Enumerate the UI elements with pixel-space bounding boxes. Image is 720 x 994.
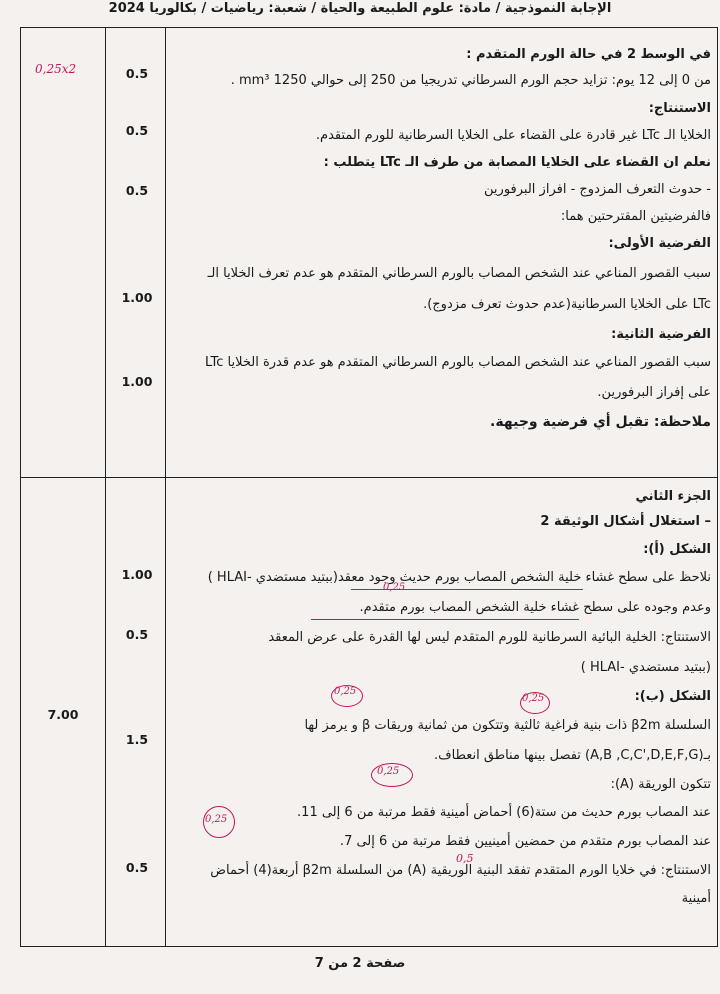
text-line: تتكون الوريقة (A): (610, 777, 711, 792)
page-header: الإجابة النموذجية / مادة: علوم الطبيعة والحياة / شعبة: رياضيات / بكالوريا 2024 (108, 1, 612, 16)
text-line: (ببتيد مستضدي -HLAI ) (580, 660, 711, 675)
pen-underline (351, 589, 583, 590)
pen-annotation: 0,25 (522, 693, 545, 704)
text-line: الشكل (ب): (634, 689, 711, 704)
text-line: فالفرضيتين المقترحتين هما: (560, 209, 711, 224)
text-line: الخلايا الـ LTc غير قادرة على القضاء على الخلايا السرطانية للورم المتقدم. (315, 128, 711, 143)
score-cell: 0.5 (125, 627, 149, 642)
text-line: الشكل (أ): (643, 542, 711, 557)
pen-annotation: 0,25x2 (35, 62, 77, 76)
text-line: السلسلة β2m ذات بنية فراغية ثالثية وتتكون من ثمانية وريقات β و يرمز لها (304, 718, 711, 733)
text-line: أمينية (681, 891, 711, 906)
text-line: بـ(A,B ,C,C',D,E,F,G) تفصل بينها مناطق انعطاف. (434, 748, 711, 763)
pen-annotation: 0,25 (377, 766, 400, 777)
text-line: الاستنتاج: الخلية البائية السرطانية للورم المتقدم ليس لها القدرة على عرض المعقد (268, 630, 711, 645)
text-line: سبب القصور المناعي عند الشخص المصاب بالورم السرطاني المتقدم هو عدم قدرة الخلايا LTc (205, 355, 711, 370)
pen-annotation: 0,25 (205, 814, 228, 825)
score-cell: 0.5 (125, 123, 149, 138)
text-line: في الوسط 2 في حالة الورم المتقدم : (466, 47, 711, 62)
text-line: الاستنتاج: في خلايا الورم المتقدم تفقد البنية الوريقية (A) من السلسلة β2m أربعة(4) أحماض (210, 863, 711, 878)
score-cell: 1.00 (121, 567, 153, 582)
score-cell: 0.5 (125, 66, 149, 81)
score-cell: 1.5 (125, 732, 149, 747)
text-line: عند المصاب بورم حديث من ستة(6) أحماض أمينية فقط مرتبة من 6 إلى 11. (297, 805, 711, 820)
text-line: الجزء الثاني (635, 489, 711, 504)
score-cell: 1.00 (121, 290, 153, 305)
pen-underline (311, 619, 579, 620)
text-line: نلاحظ على سطح غشاء خلية الشخص المصاب بورم حديث وجود معقد(ببتيد مستضدي -HLAI ) (207, 570, 711, 585)
row-divider (21, 477, 717, 478)
pen-annotation: 0,5 (456, 852, 474, 865)
text-line: سبب القصور المناعي عند الشخص المصاب بالورم السرطاني المتقدم هو عدم تعرف الخلايا الـ (207, 266, 711, 281)
total-cell: 7.00 (47, 707, 79, 722)
text-line: وعدم وجوده على سطح غشاء خلية الشخص المصاب بورم متقدم. (359, 600, 711, 615)
answer-table (20, 27, 718, 947)
text-line: على إفراز البرفورين. (597, 385, 711, 400)
text-line: – استغلال أشكال الوثيقة 2 (540, 514, 711, 529)
text-line: نعلم ان القضاء على الخلايا المصابة من طرف الـ LTc يتطلب : (323, 155, 711, 170)
text-line: - حدوث التعرف المزدوج - افراز البرفورين (484, 182, 711, 197)
text-line: من 0 إلى 12 يوم: تزايد حجم الورم السرطاني تدريجيا من 250 إلى حوالي mm³ 1250 . (230, 73, 711, 88)
column-divider-total (105, 28, 106, 946)
column-divider-score (165, 28, 166, 946)
text-line: LTc على الخلايا السرطانية(عدم حدوث تعرف مزدوج). (423, 297, 711, 312)
text-line: الفرضية الثانية: (611, 327, 711, 342)
score-cell: 0.5 (125, 860, 149, 875)
pen-annotation: 0,25 (334, 686, 357, 697)
note-line: ملاحظة: تقبل أي فرضية وجيهة. (490, 414, 711, 430)
text-line: الاستنتاج: (648, 101, 711, 116)
pen-annotation: 0,25 (383, 582, 406, 593)
text-line: الفرضية الأولى: (608, 236, 711, 251)
score-cell: 1.00 (121, 374, 153, 389)
text-line: عند المصاب بورم متقدم من حمضين أمينيين فقط مرتبة من 6 إلى 7. (339, 834, 711, 849)
page-footer: صفحة 2 من 7 (314, 956, 406, 971)
score-cell: 0.5 (125, 183, 149, 198)
